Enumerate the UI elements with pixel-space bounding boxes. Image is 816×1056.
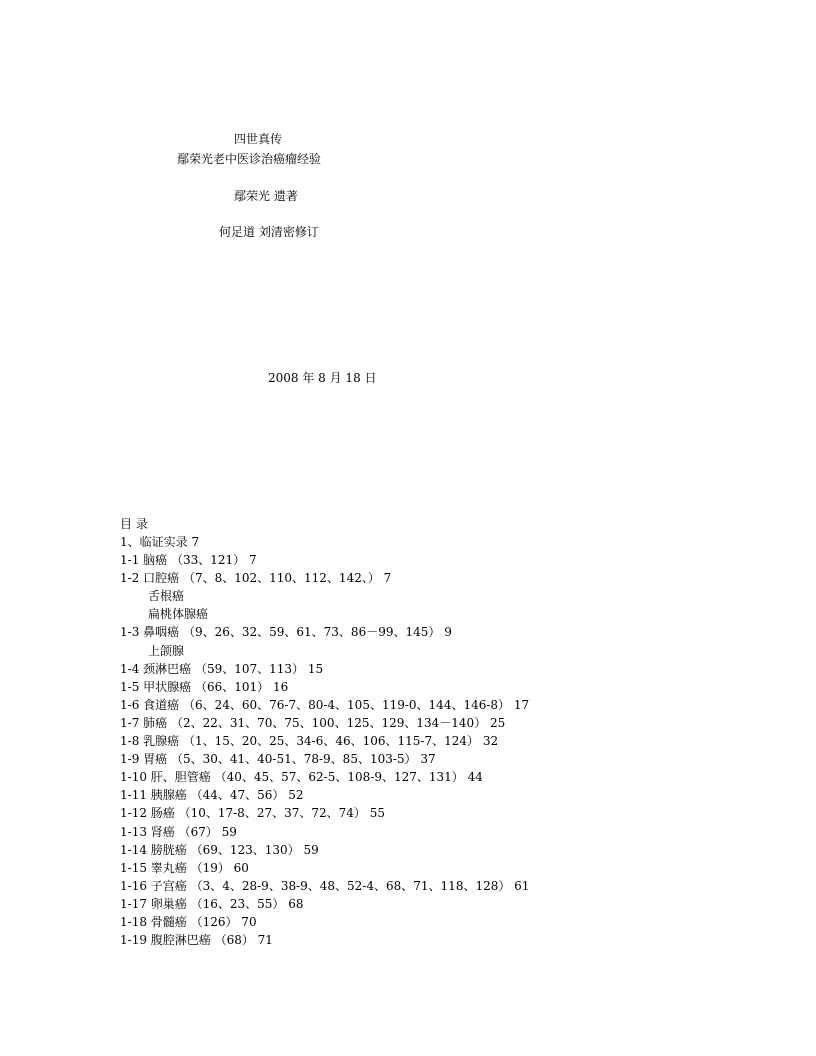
table-of-contents — [120, 515, 780, 949]
toc-entry: 1-14 膀胱癌 （69、123、130） 59 — [120, 842, 319, 857]
toc-entry: 1-8 乳腺癌 （1、15、20、25、34-6、46、106、115-7、124） 32 — [120, 734, 499, 749]
toc-entry: 1-6 食道癌 （6、24、60、76-7、80-4、105、119-0、144、146-8） 17 — [120, 697, 530, 712]
toc-entry: 1-3 鼻咽癌 （9、26、32、59、61、73、86－99、145） 9 — [120, 625, 452, 640]
toc-entry: 1-4 颈淋巴癌 （59、107、113） 15 — [120, 661, 324, 676]
toc-entry: 上颌腺 — [148, 643, 185, 658]
toc-entry: 1-10 肝、胆管癌 （40、45、57、62-5、108-9、127、131） 44 — [120, 770, 483, 785]
toc-entry: 1-12 肠癌 （10、17-8、27、37、72、74） 55 — [120, 806, 385, 821]
toc-heading: 目 录 — [120, 517, 148, 531]
toc-entry: 1-15 睾丸癌 （19） 60 — [120, 860, 249, 875]
date-line: 2008 年 8 月 18 日 — [268, 371, 377, 385]
toc-entry: 1-19 腹腔淋巴癌 （68） 71 — [120, 933, 273, 948]
toc-entry: 1-5 甲状腺癌 （66、101） 16 — [120, 679, 289, 694]
book-title: 四世真传 — [234, 132, 283, 146]
book-subtitle: 鄢荣光老中医诊治癌瘤经验 — [177, 152, 322, 166]
toc-entry: 1-11 胰腺癌 （44、47、56） 52 — [120, 788, 304, 803]
toc-entry: 1-9 胃癌 （5、30、41、40-51、78-9、85、103-5） 37 — [120, 752, 436, 767]
toc-list — [120, 533, 780, 949]
toc-entry: 1-1 脑癌 （33、121） 7 — [120, 553, 257, 568]
toc-entry: 1、临证实录 7 — [120, 535, 200, 549]
author-line: 鄢荣光 遗著 — [234, 189, 298, 203]
toc-entry: 扁桃体腺癌 — [148, 607, 209, 622]
toc-entry: 1-13 肾癌 （67） 59 — [120, 824, 237, 839]
toc-entry: 1-18 骨髓癌 （126） 70 — [120, 914, 257, 929]
toc-entry: 1-7 肺癌 （2、22、31、70、75、100、125、129、134－140） 25 — [120, 715, 506, 730]
revisers-line: 何足道 刘清密修订 — [219, 225, 319, 239]
toc-entry: 1-17 卵巢癌 （16、23、55） 68 — [120, 896, 304, 911]
toc-entry: 1-16 子宫癌 （3、4、28-9、38-9、48、52-4、68、71、118、128） 61 — [120, 878, 530, 893]
toc-entry: 1-2 口腔癌 （7、8、102、110、112、142、） 7 — [120, 571, 392, 586]
toc-entry: 舌根癌 — [148, 589, 185, 604]
